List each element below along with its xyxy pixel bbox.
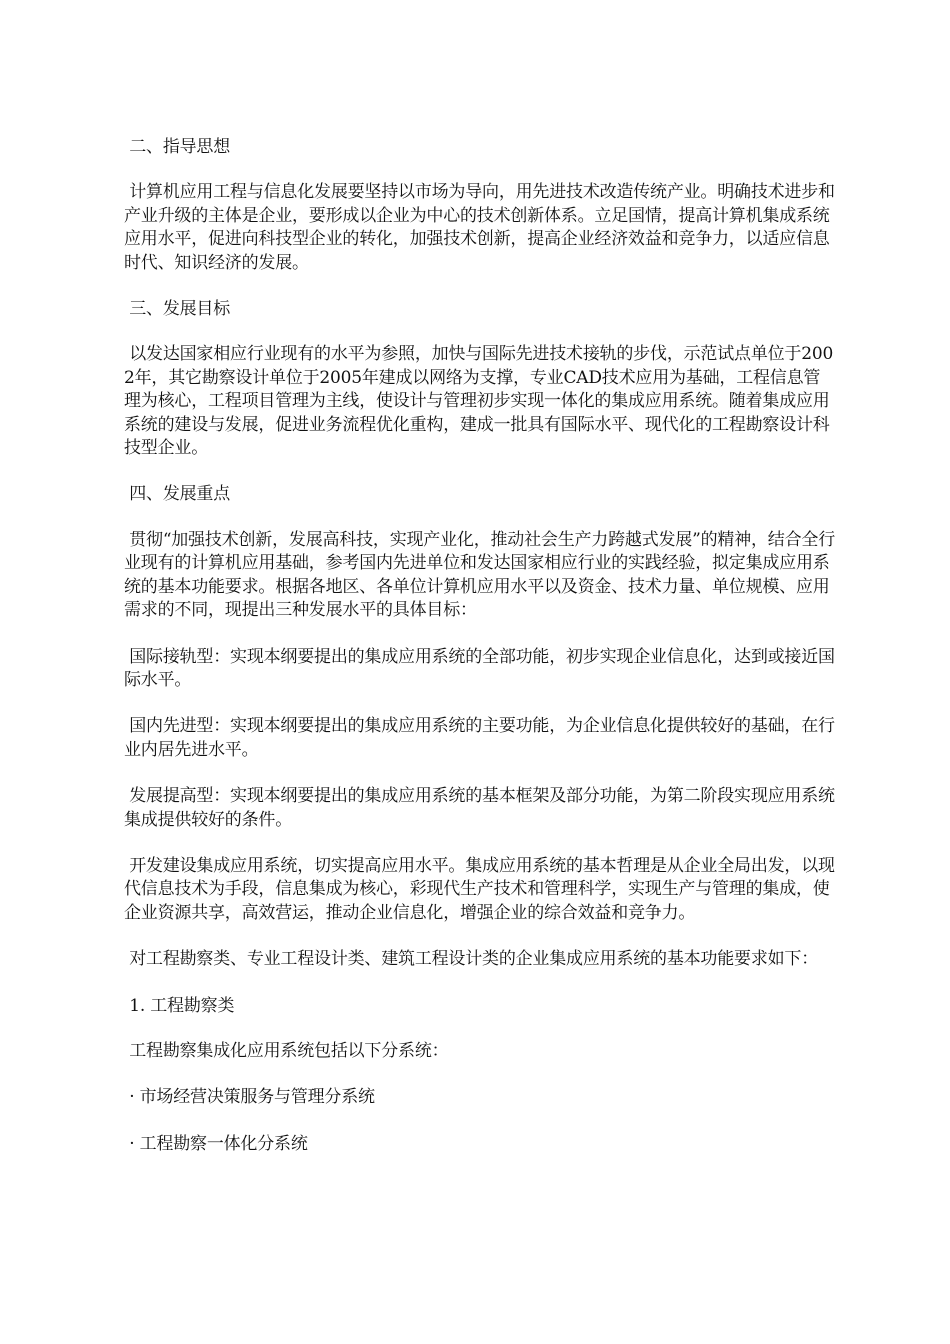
paragraph-subsystems-intro: 工程勘察集成化应用系统包括以下分系统：	[124, 1040, 449, 1061]
list-item-survey-subsystem: · 工程勘察一体化分系统	[124, 1133, 308, 1154]
subsection-heading-engineering-survey: 1. 工程勘察类	[124, 995, 235, 1016]
section-heading-development-goals: 三、发展目标	[124, 299, 231, 320]
paragraph-guiding-ideology: 计算机应用工程与信息化发展要坚持以市场为导向，用先进技术改造传统产业。明确技术进步和产业升级的主体是企业，要形成以企业为中心的技术创新体系。立足国情，提高计算机集成系统应用水平，促进向科技型企业的转化，加强技术创新，提高企业经济效益和竞争力，以适应信息时代、知识经济的发展。	[124, 182, 835, 273]
paragraph-development-focus: 贯彻“加强技术创新，发展高科技，实现产业化，推动社会生产力跨越式发展”的精神，结合全行业现有的计算机应用基础，参考国内先进单位和发达国家相应行业的实践经验，拟定集成应用系统的基本功能要求。根据各地区、各单位计算机应用水平以及资金、技术力量、单位规模、应用需求的不同，现提出三种发展水平的具体目标：	[124, 529, 835, 621]
paragraph-development-improvement-type: 发展提高型：实现本纲要提出的集成应用系统的基本框架及部分功能，为第二阶段实现应用系统集成提供较好的条件。	[124, 786, 835, 830]
paragraph-domestic-advanced-type: 国内先进型：实现本纲要提出的集成应用系统的主要功能，为企业信息化提供较好的基础，在行业内居先进水平。	[124, 716, 835, 760]
paragraph-basic-requirements: 对工程勘察类、专业工程设计类、建筑工程设计类的企业集成应用系统的基本功能要求如下：	[124, 949, 819, 970]
document-body	[124, 136, 836, 1179]
paragraph-international-type: 国际接轨型：实现本纲要提出的集成应用系统的全部功能，初步实现企业信息化，达到或接近国际水平。	[124, 646, 835, 690]
list-item-market-subsystem: · 市场经营决策服务与管理分系统	[124, 1087, 375, 1108]
paragraph-integrated-system: 开发建设集成应用系统，切实提高应用水平。集成应用系统的基本哲理是从企业全局出发，以现代信息技术为手段，信息集成为核心，彩现代生产技术和管理科学，实现生产与管理的集成，使企业资源共享，高效营运，推动企业信息化，增强企业的综合效益和竞争力。	[124, 855, 835, 923]
paragraph-development-goals: 以发达国家相应行业现有的水平为参照，加快与国际先进技术接轨的步伐，示范试点单位于2002年，其它勘察设计单位于2005年建成以网络为支撑，专业CAD技术应用为基础，工程信息管理为核心，工程项目管理为主线，使设计与管理初步实现一体化的集成应用系统。随着集成应用系统的建设与发展，促进业务流程优化重构，建成一批具有国际水平、现代化的工程勘察设计科技型企业。	[124, 344, 834, 459]
section-heading-development-focus: 四、发展重点	[124, 484, 231, 505]
section-heading-guiding-ideology: 二、指导思想	[124, 137, 231, 157]
